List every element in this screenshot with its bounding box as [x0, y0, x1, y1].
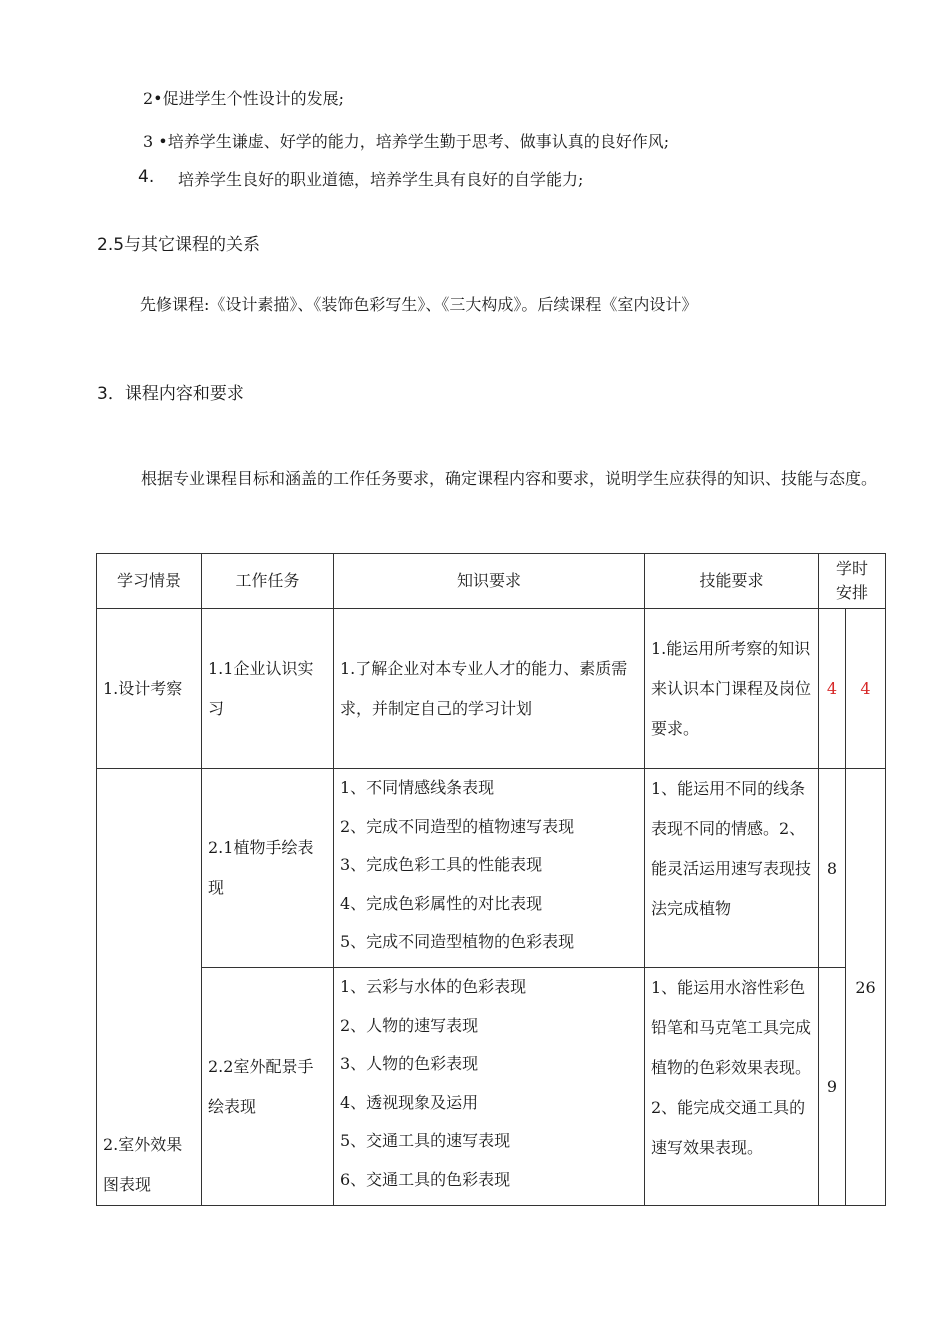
- hours-cell: 9: [819, 968, 846, 1206]
- scenario-cell: 1.设计考察: [97, 609, 202, 769]
- knowledge-item: 1、不同情感线条表现: [340, 778, 495, 797]
- course-content-table: [96, 553, 886, 1206]
- knowledge-item: 3、完成色彩工具的性能表现: [340, 855, 543, 874]
- knowledge-item: 4、完成色彩属性的对比表现: [340, 893, 543, 913]
- hours-total-cell: 4: [846, 609, 886, 769]
- section-2-5-heading: 2.5与其它课程的关系: [97, 235, 261, 255]
- knowledge-item: 2、人物的速写表现: [340, 1015, 479, 1035]
- intro-item-4-number: 4.: [138, 167, 155, 187]
- section-3-intro: 根据专业课程目标和涵盖的工作任务要求，确定课程内容和要求，说明学生应获得的知识、技能与态度。: [141, 469, 878, 488]
- header-knowledge: 知识要求: [334, 554, 645, 609]
- knowledge-item: 5、交通工具的速写表现: [340, 1131, 511, 1150]
- knowledge-item: 1.了解企业对本专业人才的能力、素质需求，并制定自己的学习计划: [340, 658, 628, 718]
- hours-total-cell: 26: [846, 769, 886, 1206]
- skills-text: 1、能运用不同的线条表现不同的情感。2、能灵活运用速写表现技法完成植物: [651, 779, 812, 918]
- knowledge-item: 3、人物的色彩表现: [340, 1054, 479, 1073]
- intro-item-3: 3 •培养学生谦虚、好学的能力，培养学生勤于思考、做事认真的良好作风;: [143, 132, 670, 151]
- intro-item-4-text: 培养学生良好的职业道德，培养学生具有良好的自学能力;: [178, 170, 584, 189]
- section-2-5-text: 先修课程:《设计素描》、《装饰色彩写生》、《三大构成》。后续课程《室内设计》: [140, 295, 698, 314]
- task-cell: 2.2室外配景手绘表现: [202, 968, 334, 1206]
- task-cell: 1.1企业认识实习: [202, 609, 334, 769]
- skills-cell: 1.能运用所考察的知识来认识本门课程及岗位要求。: [645, 609, 819, 769]
- scenario-cell: 2.室外效果图表现: [97, 769, 202, 1206]
- table-row: [97, 769, 886, 968]
- skills-cell: 1、能运用水溶性彩色铅笔和马克笔工具完成植物的色彩效果表现。2、能完成交通工具的速写效果表现。: [645, 968, 819, 1206]
- header-task: 工作任务: [202, 554, 334, 609]
- table-row: [97, 968, 886, 1206]
- table-row: [97, 609, 886, 769]
- skills-cell: [645, 769, 819, 968]
- knowledge-item: 4、透视现象及运用: [340, 1092, 479, 1112]
- knowledge-cell: [334, 609, 645, 769]
- header-scenario: 学习情景: [97, 554, 202, 609]
- knowledge-item: 1、云彩与水体的色彩表现: [340, 977, 527, 996]
- intro-item-2: 2•促进学生个性设计的发展;: [143, 89, 345, 108]
- knowledge-cell: [334, 968, 645, 1206]
- knowledge-item: 2、完成不同造型的植物速写表现: [340, 816, 575, 836]
- header-skills: 技能要求: [645, 554, 819, 609]
- knowledge-item: 6、交通工具的色彩表现: [340, 1169, 511, 1189]
- header-hours: 学时安排: [819, 554, 886, 609]
- knowledge-item: 5、完成不同造型植物的色彩表现: [340, 932, 575, 951]
- hours-cell: 4: [819, 609, 846, 769]
- hours-cell: 8: [819, 769, 846, 968]
- knowledge-cell: [334, 769, 645, 968]
- task-cell: 2.1植物手绘表现: [202, 769, 334, 968]
- section-3-heading: 3．课程内容和要求: [97, 384, 244, 404]
- table-header-row: [97, 554, 886, 609]
